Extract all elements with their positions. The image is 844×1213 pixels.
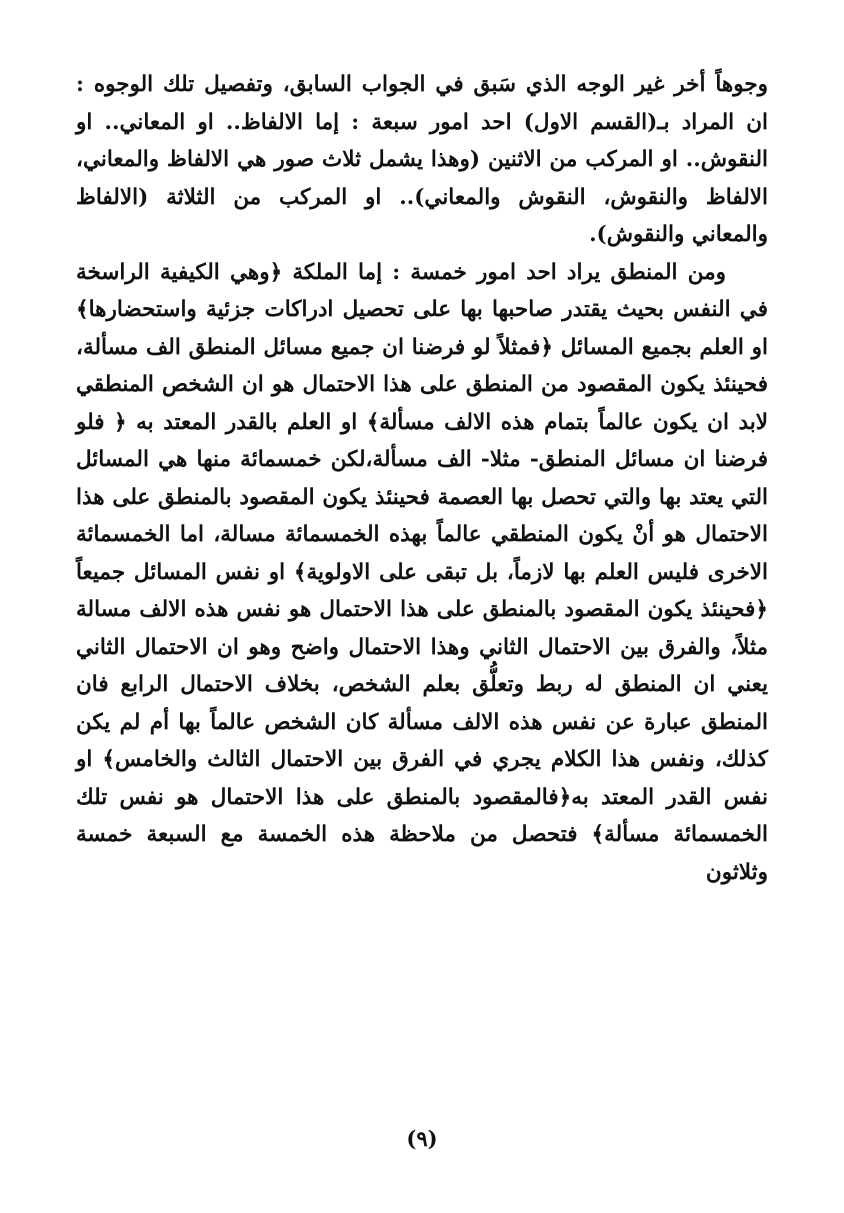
paragraph-1: وجوهاً أخر غير الوجه الذي سَبق في الجواب السابق، وتفصيل تلك الوجوه : ان المراد بـ(القسم الاول) احد امور سبعة : إما الالفاظ.. او المعاني.. او النقوش.. او المركب من الاثنين (وهذا يشمل ثلاث صور هي الالفاظ والمعاني، الالفاظ والنقوش، النقوش والمعاني).. او المركب من الثلاثة (الالفاظ والمعاني والنقوش). — [76, 72, 768, 247]
paragraph-2: ومن المنطق يراد احد امور خمسة : إما الملكة ﴿وهي الكيفية الراسخة في النفس بحيث يقتدر صاحبها بها على تحصيل ادراكات جزئية واستحضارها﴾ او العلم بجميع المسائل ﴿فمثلاً لو فرضنا ان جميع مسائل المنطق الف مسألة، فحينئذ يكون المقصود من المنطق على هذا الاحتمال هو ان الشخص المنطقي لابد ان يكون عالماً بتمام هذه الالف مسألة﴾ او العلم بالقدر المعتد به ﴿ فلو فرضنا ان مسائل المنطق- مثلا- الف مسألة،لكن خمسمائة منها هي المسائل التي يعتد بها والتي تحصل بها العصمة فحينئذ يكون المقصود بالمنطق على هذا الاحتمال هو أنْ يكون المنطقي عالماً بهذه الخمسمائة مسالة، اما الخمسمائة الاخرى فليس العلم بها لازماً، بل تبقى على الاولوية﴾ او نفس المسائل جميعاً ﴿فحينئذ يكون المقصود بالمنطق على هذا الاحتمال هو نفس هذه الالف مسالة مثلاً، والفرق بين الاحتمال الثاني وهذا الاحتمال واضح وهو ان الاحتمال الثاني يعني ان المنطق له ربط وتعلُّق بعلم الشخص، بخلاف الاحتمال الرابع فان المنطق عبارة عن نفس هذه الالف مسألة كان الشخص عالماً بها أم لم يكن كذلك، ونفس هذا الكلام يجري في الفرق بين الاحتمال الثالث والخامس﴾ او نفس القدر المعتد به﴿فالمقصود بالمنطق على هذا الاحتمال هو نفس تلك الخمسمائة مسألة﴾ فتحصل من ملاحظة هذه الخمسة مع السبعة خمسة وثلاثون — [76, 259, 768, 885]
body-text — [76, 66, 768, 891]
page-number: (٩) — [406, 1126, 438, 1151]
